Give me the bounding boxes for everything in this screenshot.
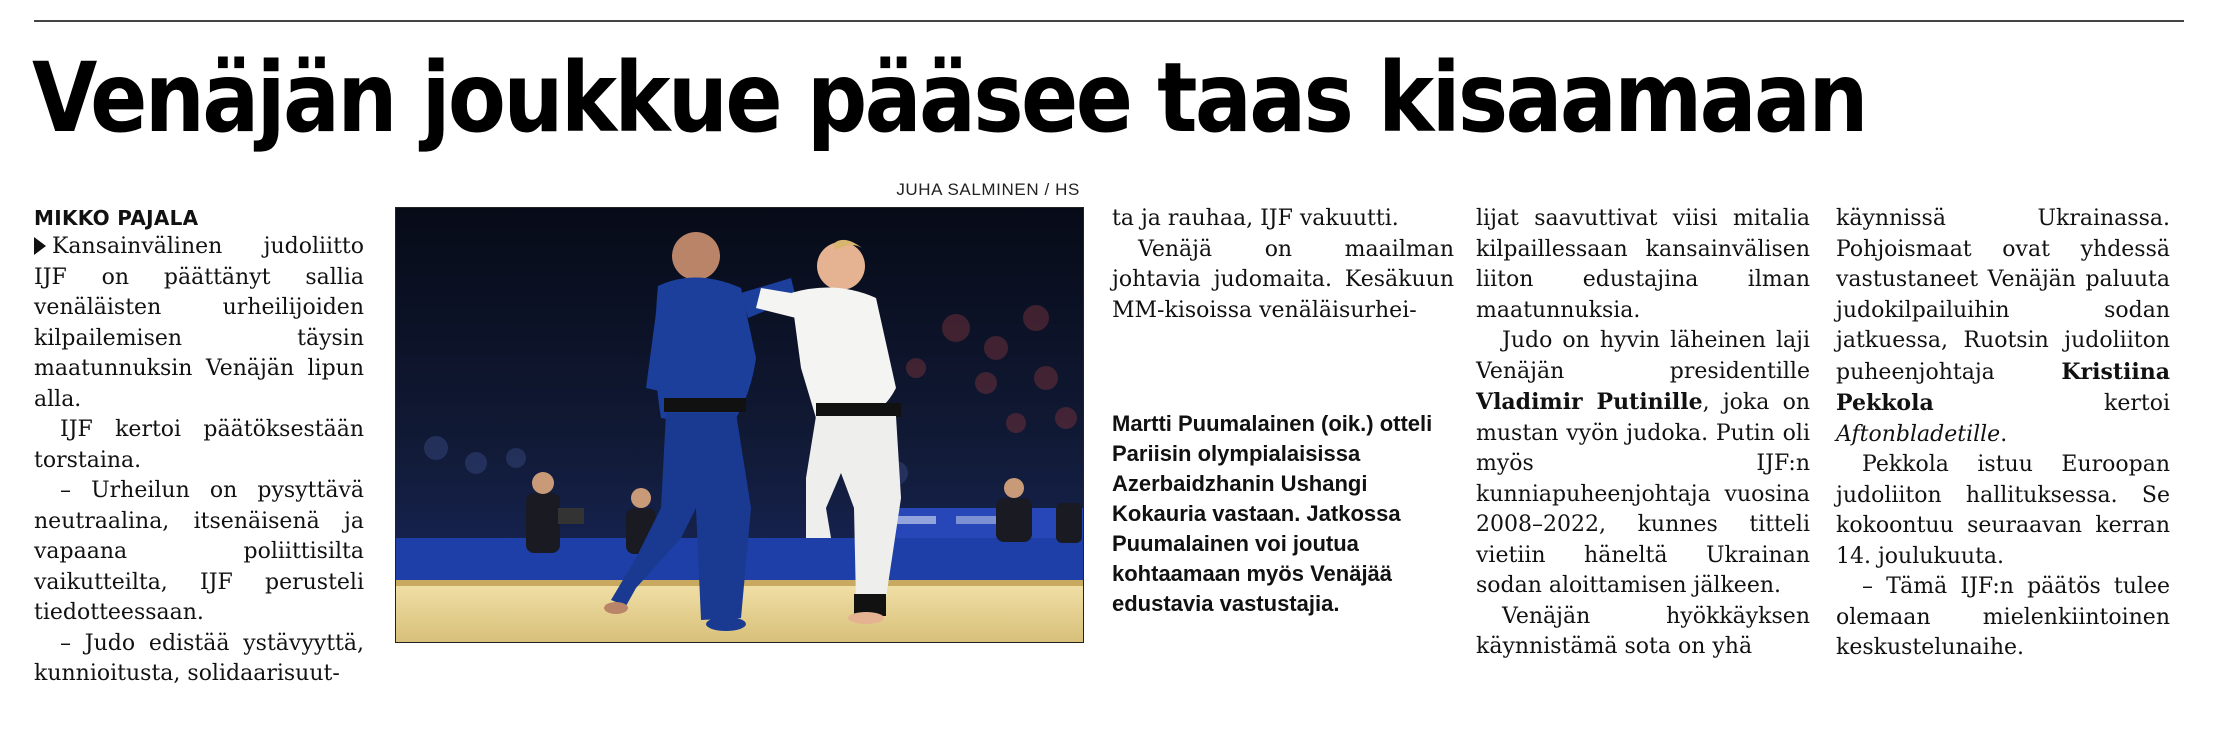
paragraph: Venäjän hyökkäyksen käynnistämä sota on yhä bbox=[1476, 603, 1810, 659]
text-span: . bbox=[2000, 421, 2008, 447]
text-span: Judo on hyvin läheinen laji Venäjän presidentille bbox=[1476, 328, 1810, 384]
column-5 bbox=[1836, 204, 2170, 664]
lead-paragraph bbox=[34, 232, 364, 415]
headline: Venäjän joukkue pääsee taas kisaamaan bbox=[32, 42, 1866, 154]
top-rule bbox=[34, 20, 2184, 22]
judo-photo-illustration bbox=[396, 208, 1083, 642]
paragraph: Venäjä on maailman johtavia judomaita. Kesäkuun MM-kisoissa venäläisurhei- bbox=[1112, 236, 1454, 323]
byline: MIKKO PAJALA bbox=[34, 206, 199, 230]
column-1 bbox=[34, 204, 364, 690]
lead-text: Kansainvälinen judoliitto IJF on päättänyt sallia venäläisten urheilijoiden kilpailemisen täysin maatunnuksin Venäjän lipun alla. bbox=[34, 234, 364, 412]
paragraph: lijat saavuttivat viisi mitalia kilpaillessaan kansainvälisen liiton edustajina ilman maatunnuksia. bbox=[1476, 206, 1810, 323]
judo-photo bbox=[395, 207, 1084, 643]
text-span: käynnissä Ukrainassa. Pohjoismaat ovat yhdessä vastustaneet Venäjän paluuta judokilpailuihin sodan jatkuessa, Ruotsin judoliiton puheenjohtaja bbox=[1836, 206, 2170, 385]
paragraph: – Tämä IJF:n päätös tulee olemaan mielenkiintoinen keskustelunaihe. bbox=[1836, 574, 2170, 660]
paragraph bbox=[1836, 204, 2170, 450]
lead-marker-icon bbox=[34, 237, 46, 255]
photo-caption: Martti Puumalainen (oik.) otteli Pariisin olympialaisissa Azerbaidzhanin Ushangi Kokauria vastaan. Jatkossa Puumalainen voi joutua kohtaamaan myös Venäjää edustavia vastustajia. bbox=[1112, 411, 1433, 616]
text-span: kertoi bbox=[1933, 391, 2170, 416]
paragraph bbox=[1476, 326, 1810, 602]
paragraph: IJF kertoi päätöksestään torstaina. bbox=[34, 417, 364, 473]
paragraph: ta ja rauhaa, IJF vakuutti. bbox=[1112, 206, 1399, 231]
photo-credit: JUHA SALMINEN / HS bbox=[896, 180, 1080, 199]
paragraph: Pekkola istuu Euroopan judoliiton hallituksessa. Se kokoontuu seuraavan kerran 14. joulukuuta. bbox=[1836, 452, 2170, 569]
source-name: Aftonbladetille bbox=[1836, 421, 2001, 447]
column-4 bbox=[1476, 204, 1810, 663]
column-3 bbox=[1112, 204, 1454, 326]
paragraph: – Judo edistää ystävyyttä, kunnioitusta, solidaarisuut- bbox=[34, 630, 364, 686]
person-name: Vladimir Putinille bbox=[1476, 389, 1703, 415]
text-span: , joka on mustan vyön judoka. Putin oli myös IJF:n kunniapuheenjohtaja vuosina 2008–2022, kunnes titteli vietiin häneltä Ukrainan sodan aloittamisen jälkeen. bbox=[1476, 390, 1810, 598]
paragraph: – Urheilun on pysyttävä neutraalina, itsenäisenä ja vapaana poliittisilta vaikutteilta, IJF perusteli tiedotteessaan. bbox=[34, 478, 364, 625]
person-name: Kristiina Pekkola bbox=[1836, 358, 2170, 416]
